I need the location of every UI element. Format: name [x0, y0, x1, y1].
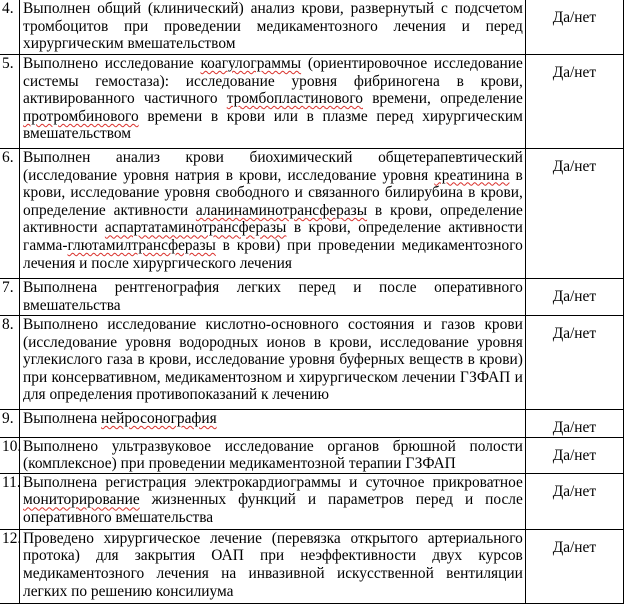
criterion-text-fragment: Выполнено исследование кислотно-основного состояния и газов крови (исследование уровня водородных ионов в крови, исследование уровня углекислого газа в крови, исследование уровня буферных веществ в крови) при консервативном, медикаментозном и хирургическом лечении ГЗФАП и для определения противопоказаний к лечению	[23, 316, 523, 404]
answer-cell	[525, 55, 623, 149]
criterion-text-fragment: времени, определение	[362, 90, 523, 108]
answer-label: Да/нет	[552, 538, 597, 556]
criterion-text-fragment: в крови, исследование уровня свободного и связанного билирубина в крови, определение активности	[23, 166, 523, 219]
criterion-text-fragment: Выполнено ультразвуковое исследование органов брюшной полости (комплексное) при проведении медикаментозной терапии ГЗФАП	[23, 437, 523, 473]
answer-label: Да/нет	[552, 419, 597, 436]
criterion-text	[20, 473, 526, 529]
table-row	[0, 55, 624, 149]
row-number: 6.	[0, 149, 20, 279]
spellcheck-flagged-word: креатинина	[434, 166, 510, 184]
table-row	[0, 529, 624, 603]
row-number: 12.	[0, 529, 20, 603]
spellcheck-flagged-word: нейросонография	[101, 410, 217, 427]
criterion-text-fragment: Выполнена	[23, 410, 102, 427]
criterion-text-fragment: Выполнена регистрация электрокардиограммы и суточное прикроватное	[23, 473, 523, 491]
answer-cell	[525, 316, 623, 410]
spellcheck-flagged-word: мониторирование	[23, 491, 140, 509]
criterion-text-fragment: в крови, определение активности	[23, 201, 523, 237]
row-number: 8.	[0, 316, 20, 410]
answer-cell	[525, 149, 623, 279]
criterion-text	[20, 149, 526, 279]
row-number: 7.	[0, 279, 20, 316]
table-row	[0, 437, 624, 473]
answer-label: Да/нет	[552, 9, 597, 26]
answer-cell	[525, 279, 623, 316]
criterion-text-fragment: жизненных функций и параметров перед и после оперативного вмешательства	[23, 491, 523, 526]
criterion-text	[20, 529, 526, 603]
row-number: 4.	[0, 0, 20, 55]
criterion-text-fragment: в крови) при проведении медикаментозного лечения и после хирургического лечения	[23, 236, 523, 272]
row-number: 9.	[0, 410, 20, 438]
answer-cell	[525, 0, 623, 55]
spellcheck-flagged-word: аспартатаминотрансферазы	[104, 219, 287, 237]
answer-label: Да/нет	[552, 325, 597, 342]
criterion-text	[20, 437, 526, 473]
table-row	[0, 149, 624, 279]
criterion-text-fragment: (ориентировочное исследование системы гемостаза): исследование уровня фибриногена в крови, активированного частичного	[23, 55, 523, 108]
criterion-text	[20, 316, 526, 410]
spellcheck-flagged-word: аланинаминотрансферазы	[195, 201, 368, 219]
criterion-text-fragment: Проведено хирургическое лечение (перевязка открытого артериального протока) для закрытия ОАП при неэффективности двух курсов медикаментозного лечения на инвазивной искусственной вентиляции легких по решению консилиума	[23, 529, 523, 600]
answer-cell	[525, 437, 623, 473]
criterion-text-fragment: Выполнен анализ крови биохимический общетерапевтический (исследование уровня натрия в крови, исследование уровня	[23, 149, 523, 184]
answer-label: Да/нет	[552, 158, 597, 175]
answer-label: Да/нет	[552, 446, 597, 464]
table-row	[0, 473, 624, 529]
answer-label: Да/нет	[552, 64, 597, 81]
criterion-text-fragment: Выполнено исследование	[23, 55, 201, 72]
answer-label: Да/нет	[552, 288, 597, 305]
criterion-text	[20, 0, 526, 55]
table-row	[0, 410, 624, 438]
spellcheck-flagged-word: коагулограммы	[200, 55, 302, 72]
answer-cell	[525, 410, 623, 438]
table-row	[0, 279, 624, 316]
answer-label: Да/нет	[552, 482, 597, 500]
table-row	[0, 316, 624, 410]
spellcheck-flagged-word: глютамилтрансферазы	[67, 236, 216, 254]
criterion-text	[20, 55, 526, 149]
spellcheck-flagged-word: тромбопластинового	[226, 90, 363, 108]
criterion-text	[20, 279, 526, 316]
criterion-text-fragment: в крови, определение активности гамма-	[23, 219, 523, 254]
criterion-text-fragment: Выполнена рентгенография легких перед и после оперативного вмешательства	[23, 279, 523, 314]
criterion-text	[20, 410, 526, 438]
row-number: 11.	[0, 473, 20, 529]
answer-cell	[525, 529, 623, 603]
row-number: 10.	[0, 437, 20, 473]
answer-cell	[525, 473, 623, 529]
criterion-text-fragment: времени в крови или в плазме перед хирургическим вмешательством	[23, 107, 523, 143]
spellcheck-flagged-word: протромбинового	[23, 107, 139, 125]
criterion-text-fragment: Выполнен общий (клинический) анализ крови, развернутый с подсчетом тромбоцитов при проведении медикаментозного лечения и перед хирургическим вмешательством	[23, 0, 523, 53]
table-row	[0, 0, 624, 55]
row-number: 5.	[0, 55, 20, 149]
